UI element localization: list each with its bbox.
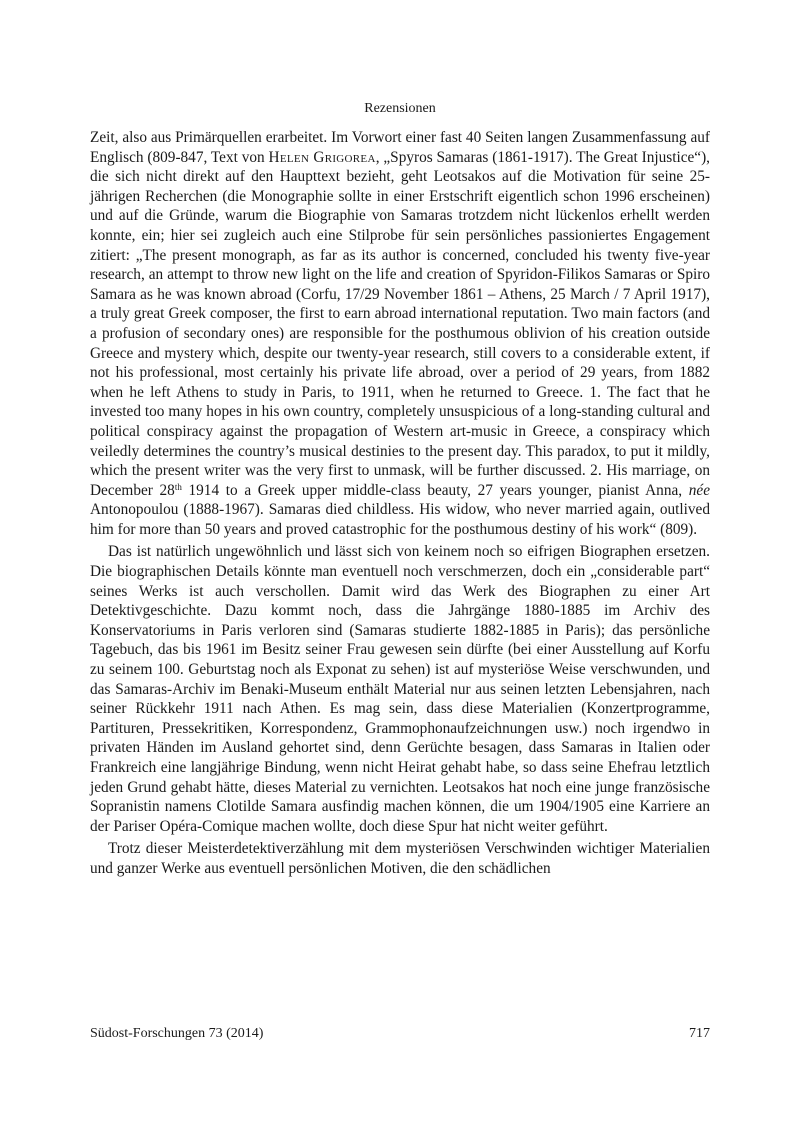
running-head: Rezensionen xyxy=(364,101,436,116)
body-text xyxy=(90,128,710,879)
nee-italic: née xyxy=(688,481,710,499)
paragraph-1 xyxy=(90,128,710,539)
journal-citation: Südost-Forschungen 73 (2014) xyxy=(90,1026,264,1041)
paragraph-2: Das ist natürlich ungewöhnlich und lässt sich von keinem noch so eifrigen Biographen ersetzen. Die biographischen Details könnte man eventuell noch verschmerzen, doch ein „considerable part“ seines Werks ist auch verschollen. Damit wird das Werk des Biographen zu einer Art Detektivgeschichte. Dazu kommt noch, dass die Jahrgänge 1880-1885 im Archiv des Konservatoriums in Paris verloren sind (Samaras studierte 1882-1885 in Paris); das persönliche Tagebuch, das bis 1961 im Besitz seiner Frau gewesen sein dürfte (bei einer Ausstellung auf Korfu zu seinem 100. Geburtstag noch als Exponat zu sehen) ist auf mysteriöse Weise verschwunden, und das Samaras-Archiv im Benaki-Museum enthält Material nur aus seinen letzten Lebensjahren, nach seiner Rückkehr 1911 nach Athen. Es mag sein, dass diese Materialien (Konzertprogramme, Partituren, Pressekritiken, Korrespondenz, Grammophonaufzeichnungen usw.) noch irgendwo in privaten Händen im Ausland gehortet sind, denn Gerüchte besagen, dass Samaras in Italien oder Frankreich eine langjährige Bindung, wenn nicht Heirat gehabt habe, so dass seine Ehefrau letztlich jeden Grund gehabt hätte, dieses Material zu vernichten. Leotsakos hat noch eine junge französische Sopranistin namens Clotilde Samara ausfindig machen können, die um 1904/1905 eine Karriere an der Pariser Opéra-Comique machen wollte, doch diese Spur hat nicht weiter geführt. xyxy=(90,543,710,835)
paragraph-1-text-a: Zeit, also aus Primärquellen erarbeitet. Im Vorwort einer fast 40 Seiten langen Zusammenfassung auf Englisch (809-847, Text von xyxy=(90,129,710,166)
paragraph-1-text-c: 1914 to a Greek upper middle-class beauty, 27 years younger, pianist Anna, xyxy=(181,481,689,499)
ordinal-superscript: th xyxy=(174,481,182,492)
paragraph-3: Trotz dieser Meisterdetektiverzählung mit dem mysteriösen Verschwinden wichtiger Materialien und ganzer Werke aus eventuell persönlichen Motiven, die den schädlichen xyxy=(90,840,710,877)
paragraph-1-text-d: Antonopoulou (1888-1967). Samaras died childless. His widow, who never married again, outlived him for more than 50 years and proved catastrophic for the posthumous destiny of his work“ (809). xyxy=(90,501,710,538)
author-name: Helen Grigorea xyxy=(268,148,376,166)
page-number: 717 xyxy=(689,1026,710,1041)
paragraph-1-text-b: , „Spyros Samaras (1861-1917). The Great Injustice“), die sich nicht direkt auf den Haupttext bezieht, geht Leotsakos auf die Motivation für seine 25-jährigen Recherchen (die Monographie sollte in einer Erstschrift eigentlich schon 1996 erscheinen) und auf die Gründe, warum die Biographie von Samaras trotzdem nicht lückenlos erhellt werden konnte, ein; hier sei zugleich auch eine Stilprobe für sein persönliches passioniertes Engagement zitiert: „The present monograph, as far as its author is concerned, concluded his twenty five-year research, an attempt to throw new light on the life and creation of Spyridon-Filikos Samaras or Spiro Samara as he was known abroad (Corfu, 17/29 November 1861 – Athens, 25 March / 7 April 1917), a truly great Greek composer, the first to earn abroad international reputation. Two main factors (and a profusion of secondary ones) are responsible for the posthumous oblivion of his creation outside Greece and mystery which, despite our twenty-year research, still covers to a considerable extent, if not his professional, most certainly his private life abroad, over a period of 29 years, from 1882 when he left Athens to study in Paris, to 1911, when he returned to Greece. 1. The fact that he invested too many hopes in his own country, completely unsuspicious of a long-standing cultural and political conspiracy against the propagation of Western art-music in Greece, a conspiracy which veiledly determines the country’s musical destinies to the present day. This paradox, to put it mildly, which the present writer was the very first to unmask, will be further discussed. 2. His marriage, on December 28 xyxy=(90,148,710,499)
